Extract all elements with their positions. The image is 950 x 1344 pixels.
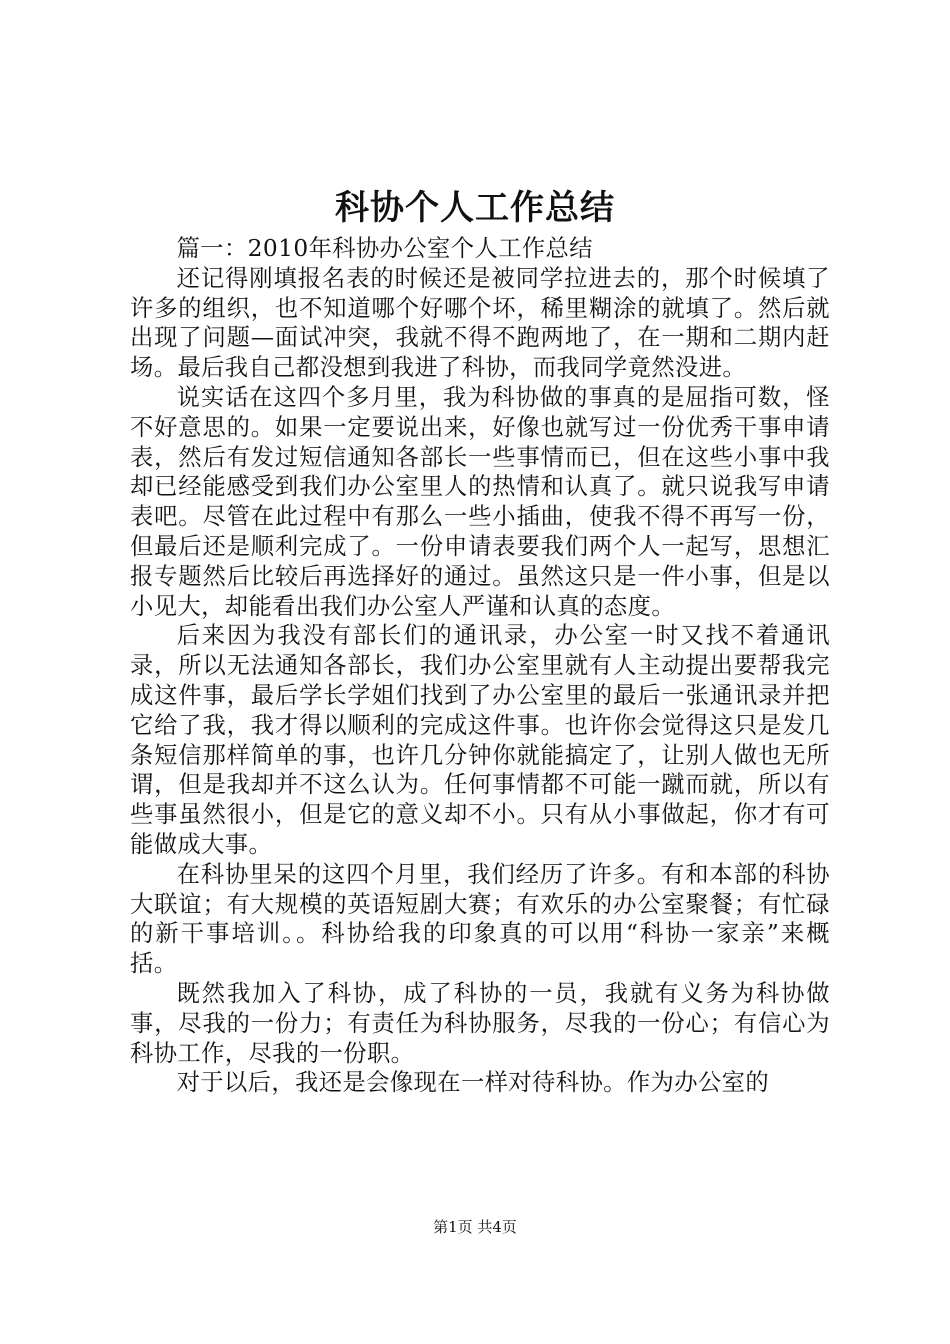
section-heading: 篇一：2010年科协办公室个人工作总结 <box>176 235 593 262</box>
document-body <box>130 234 830 1098</box>
page-footer: 第1页 共4页 <box>433 1218 517 1236</box>
paragraph: 既然我加入了科协，成了科协的一员，我就有义务为科协做事，尽我的一份力；有责任为科协服务，尽我的一份心；有信心为科协工作，尽我的一份职。 <box>130 979 830 1067</box>
paragraph: 说实话在这四个多月里，我为科协做的事真的是屈指可数，怪不好意思的。如果一定要说出来，好像也就写过一份优秀干事申请表，然后有发过短信通知各部长一些事情而已，但在这些小事中我却已经能感受到我们办公室里人的热情和认真了。就只说我写申请表吧。尽管在此过程中有那么一些小插曲，使我不得不再写一份，但最后还是顺利完成了。一份申请表要我们两个人一起写，思想汇报专题然后比较后再选择好的通过。虽然这只是一件小事，但是以小见大，却能看出我们办公室人严谨和认真的态度。 <box>130 383 830 620</box>
document-title: 科协个人工作总结 <box>335 188 615 228</box>
paragraph: 后来因为我没有部长们的通讯录，办公室一时又找不着通讯录，所以无法通知各部长，我们办公室里就有人主动提出要帮我完成这件事，最后学长学姐们找到了办公室里的最后一张通讯录并把它给了我，我才得以顺利的完成这件事。也许你会觉得这只是发几条短信那样简单的事，也许几分钟你就能搞定了，让别人做也无所谓，但是我却并不这么认为。任何事情都不可能一蹴而就，所以有些事虽然很小，但是它的意义却不小。只有从小事做起，你才有可能做成大事。 <box>130 622 830 858</box>
paragraph: 对于以后，我还是会像现在一样对待科协。作为办公室的 <box>176 1069 770 1097</box>
paragraph: 在科协里呆的这四个月里，我们经历了许多。有和本部的科协大联谊；有大规模的英语短剧大赛；有欢乐的办公室聚餐；有忙碌的新干事培训。。科协给我的印象真的可以用“科协一家亲”来概括。 <box>130 860 830 978</box>
paragraph: 还记得刚填报名表的时候还是被同学拉进去的，那个时候填了许多的组织，也不知道哪个好哪个坏，稀里糊涂的就填了。然后就出现了问题—面试冲突，我就不得不跑两地了，在一期和二期内赶场。最后我自己都没想到我进了科协，而我同学竟然没进。 <box>130 264 830 382</box>
